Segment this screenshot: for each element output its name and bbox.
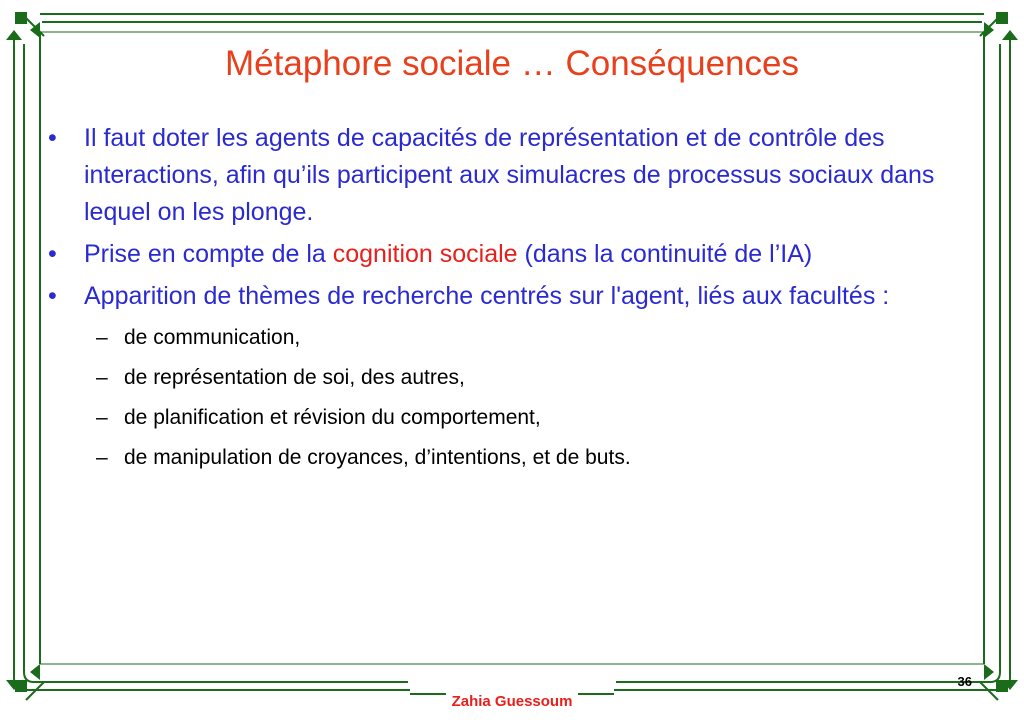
sub-item [44, 443, 984, 473]
sub-item [44, 403, 984, 433]
bullet-glyph: • [48, 124, 57, 152]
bullet-glyph: • [48, 240, 57, 268]
sub-item-text: de planification et révision du comportement, [124, 406, 541, 429]
footer [0, 693, 1024, 710]
bullet-text: Il faut doter les agents de capacités de représentation et de contrôle des interactions, afin qu’ils participent aux simulacres de processus sociaux dans lequel on les plonge. [84, 124, 935, 226]
sub-item-text: de communication, [124, 326, 301, 349]
dash-glyph: – [96, 446, 108, 469]
sub-item [44, 363, 984, 393]
dash-glyph: – [96, 366, 108, 389]
slide-body [44, 120, 984, 483]
author-name: Zahia Guessoum [446, 693, 579, 710]
dash-glyph: – [96, 326, 108, 349]
bullet-text-prefix: Prise en compte de la [84, 240, 333, 268]
bullet-item [44, 120, 984, 231]
sub-item-text: de manipulation de croyances, d’intentions, et de buts. [124, 446, 631, 469]
bullet-item [44, 278, 984, 315]
sub-item-text: de représentation de soi, des autres, [124, 366, 465, 389]
bullet-text-suffix: (dans la continuité de l’IA) [517, 240, 813, 268]
bullet-text: Apparition de thèmes de recherche centrés sur l'agent, liés aux facultés : [84, 282, 890, 310]
bullet-item [44, 236, 984, 273]
dash-glyph: – [96, 406, 108, 429]
slide-title: Métaphore sociale … Conséquences [225, 44, 799, 83]
sub-item [44, 323, 984, 353]
page-number: 36 [957, 674, 972, 689]
bullet-glyph: • [48, 282, 57, 310]
bullet-highlight: cognition sociale [332, 240, 518, 268]
